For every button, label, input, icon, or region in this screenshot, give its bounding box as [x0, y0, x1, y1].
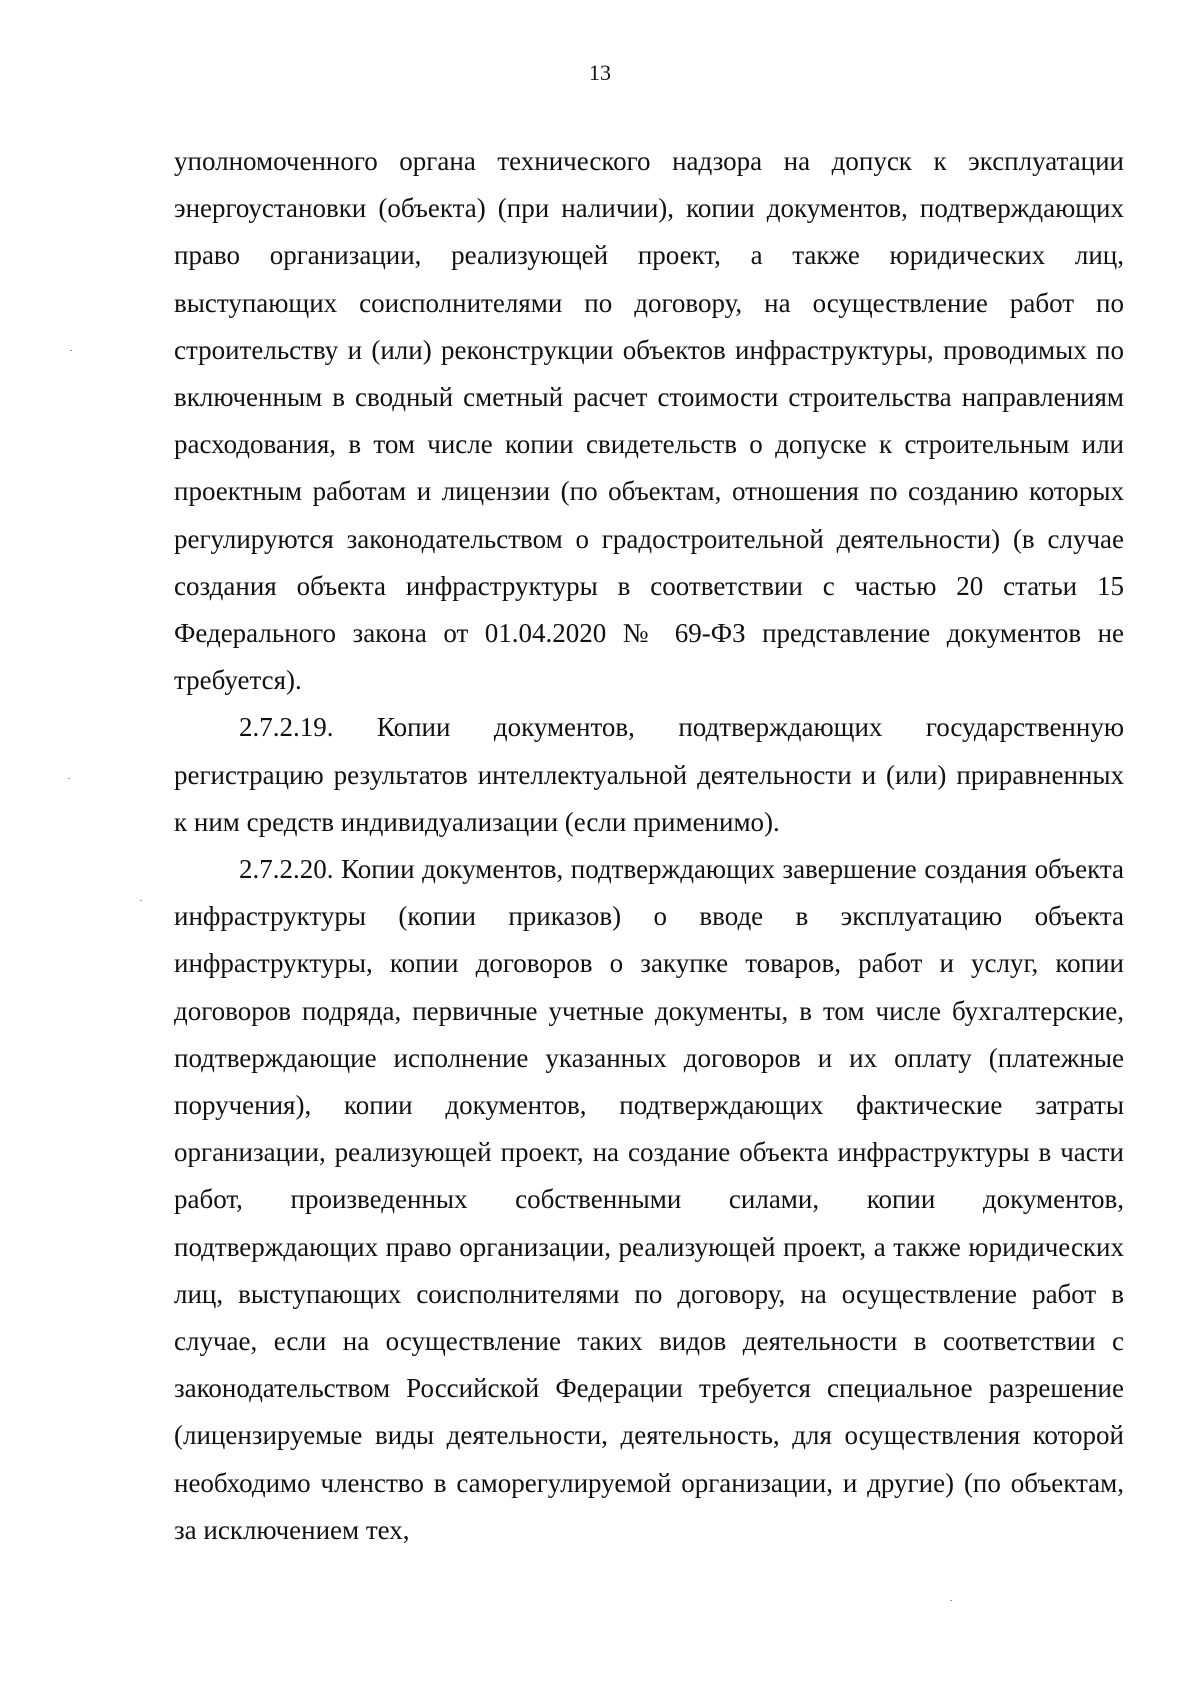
scan-speck [70, 350, 72, 351]
paragraph-2-7-2-19: 2.7.2.19. Копии документов, подтверждающих государственную регистрацию результатов интеллектуальной деятельности и (или) приравненных к ним средств индивидуализации (если применимо). [174, 712, 1124, 837]
page-number: 13 [589, 60, 611, 85]
document-body [174, 138, 1124, 1554]
paragraph-2-7-2-20: 2.7.2.20. Копии документов, подтверждающих завершение создания объекта инфраструктуры (копии приказов) о вводе в эксплуатацию объекта инфраструктуры, копии договоров о закупке товаров, работ и услуг, копии договоров подряда, первичные учетные документы, в том числе бухгалтерские, подтверждающие исполнение указанных договоров и их оплату (платежные поручения), копии документов, подтверждающих фактические затраты организации, реализующей проект, на создание объекта инфраструктуры в части работ, произведенных собственными силами, копии документов, подтверждающих право организации, реализующей проект, а также юридических лиц, выступающих соисполнителями по договору, на осуществление работ в случае, если на осуществление таких видов деятельности в соответствии с законодательством Российской Федерации требуется специальное разрешение (лицензируемые виды деятельности, деятельность, для осуществления которой необходимо членство в саморегулируемой организации, и другие) (по объектам, за исключением тех, [174, 854, 1124, 1545]
scan-speck [140, 900, 142, 901]
scan-speck [950, 1600, 952, 1601]
scan-speck [68, 778, 70, 779]
paragraph-continuation: уполномоченного органа технического надзора на допуск к эксплуатации энергоустановки (объекта) (при наличии), копии документов, подтверждающих право организации, реализующей проект, а также юридических лиц, выступающих соисполнителями по договору, на осуществление работ по строительству и (или) реконструкции объектов инфраструктуры, проводимых по включенным в сводный сметный расчет стоимости строительства направлениям расходования, в том числе копии свидетельств о допуске к строительным или проектным работам и лицензии (по объектам, отношения по созданию которых регулируются законодательством о градостроительной деятельности) (в случае создания объекта инфраструктуры в соответствии с частью 20 статьи 15 Федерального закона от 01.04.2020 № 69-ФЗ представление документов не требуется). [174, 146, 1124, 696]
